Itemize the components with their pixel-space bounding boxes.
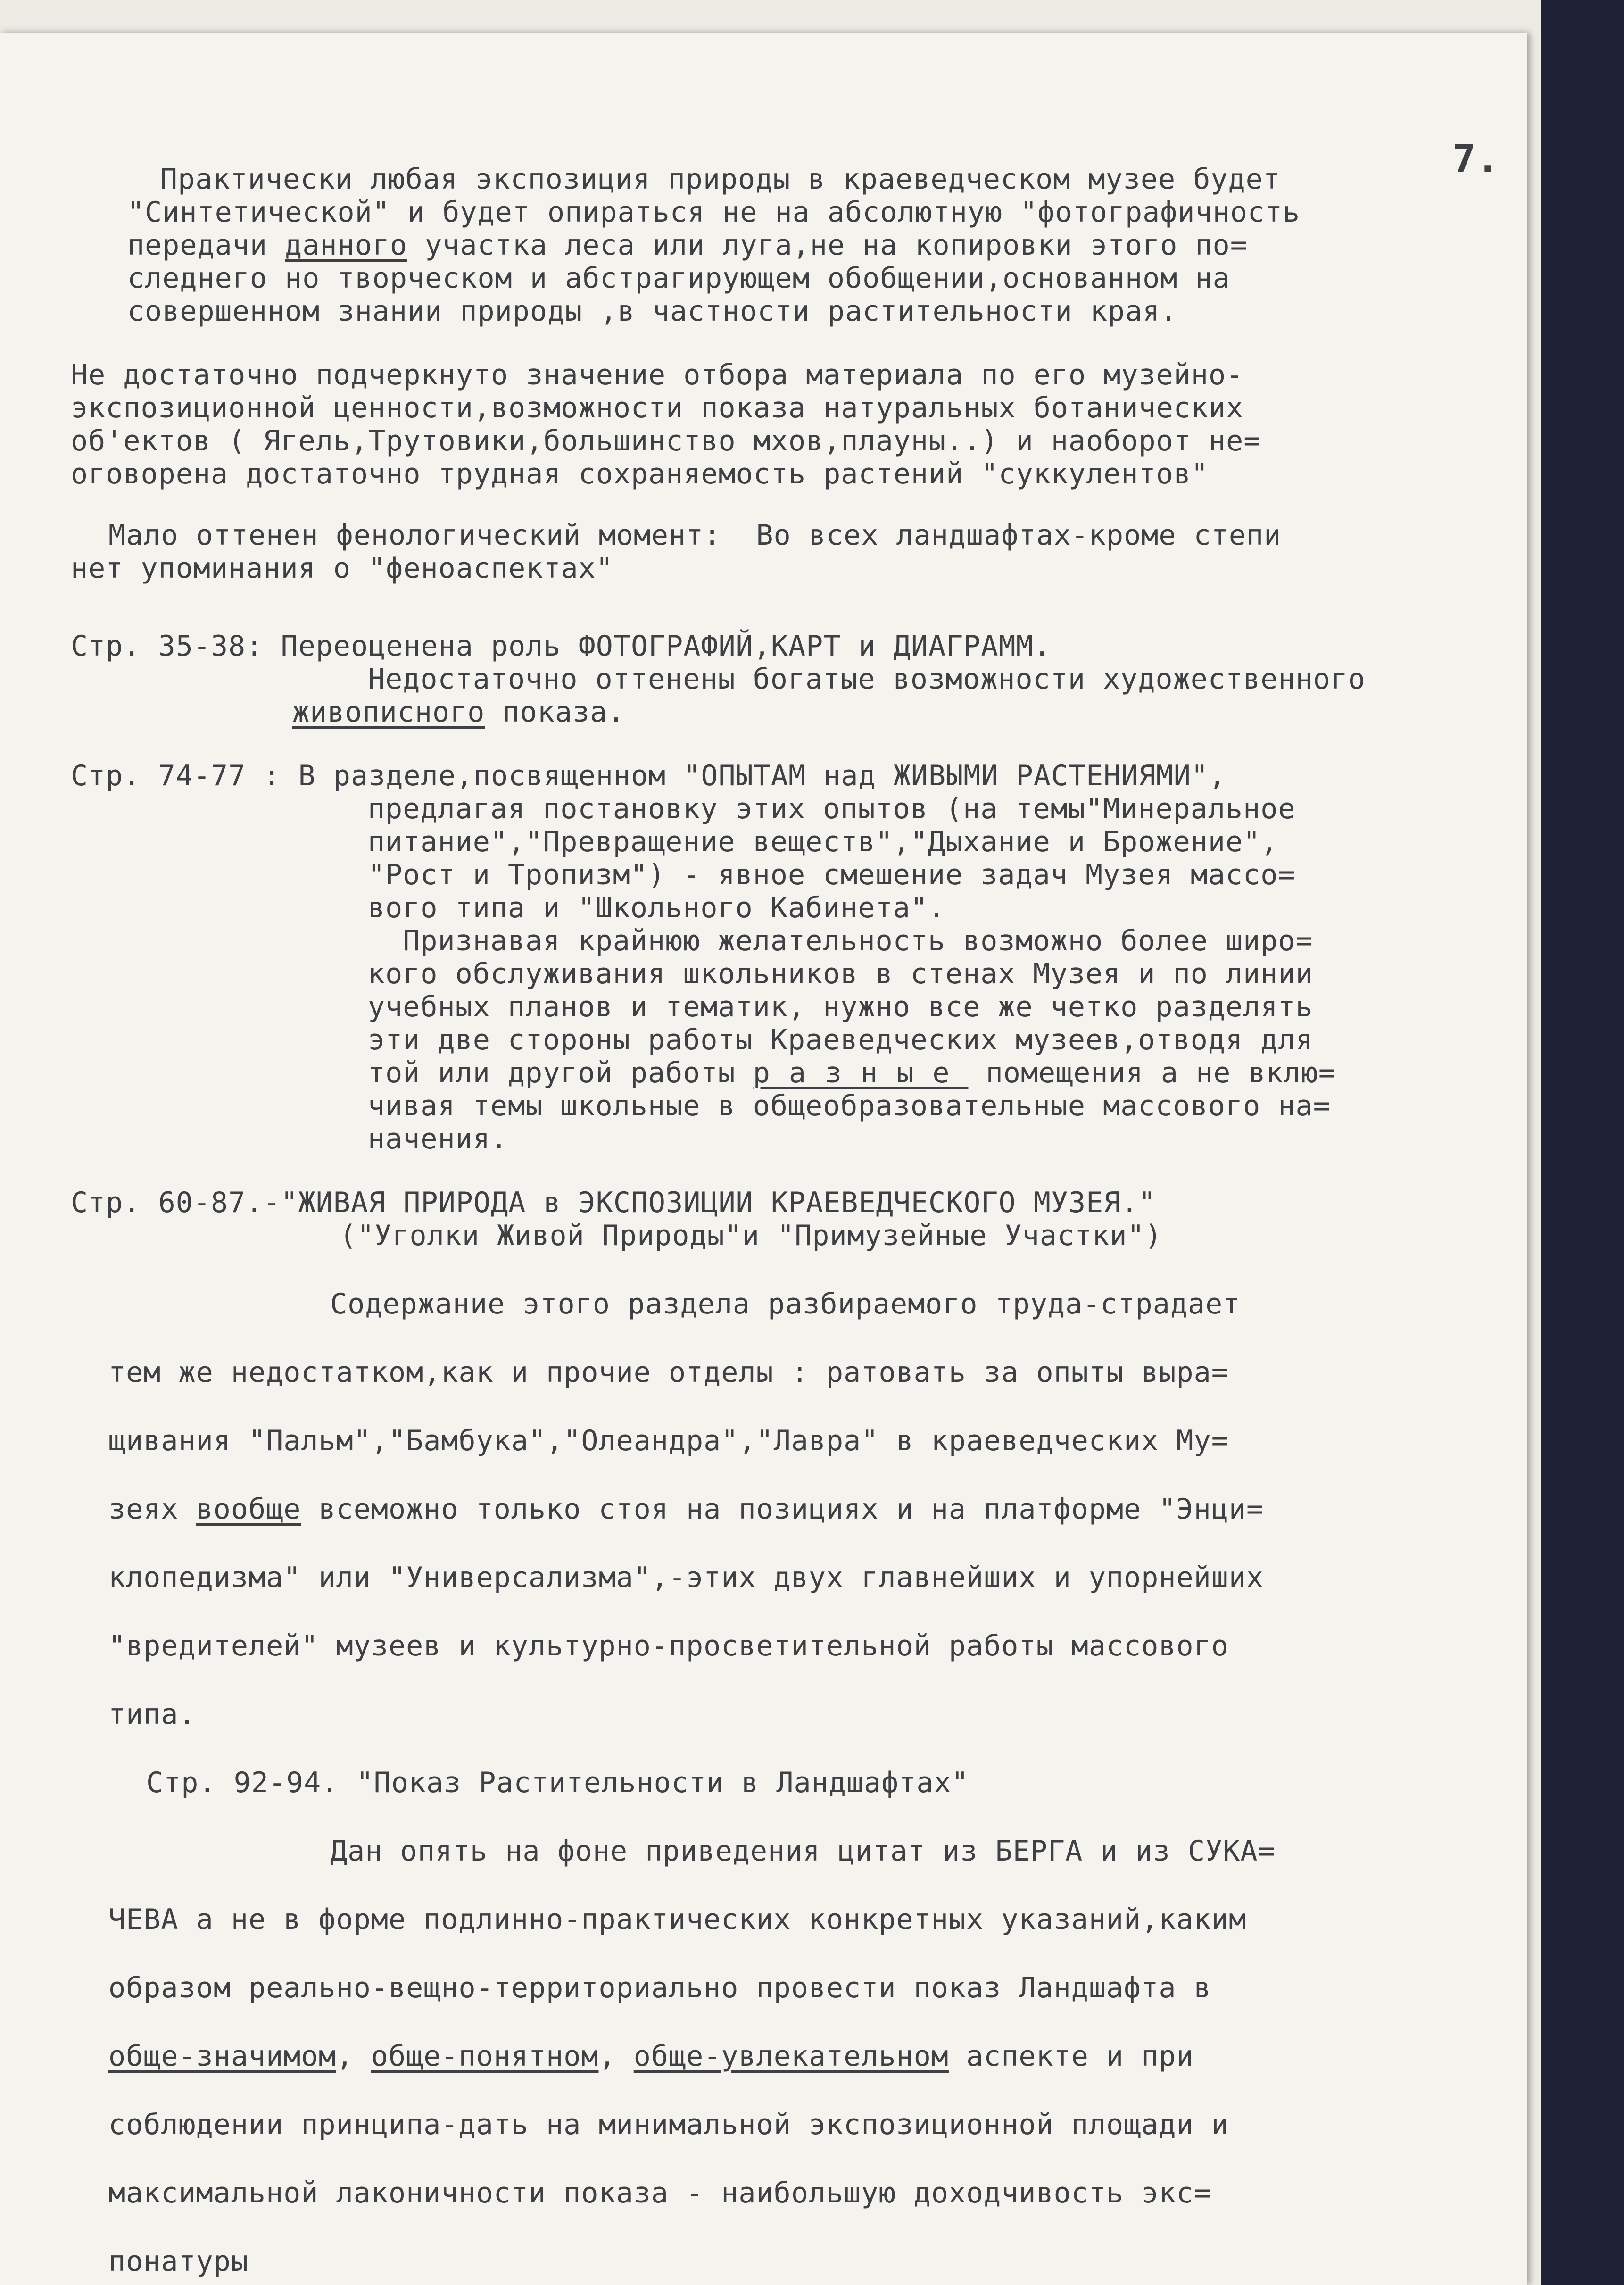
text-line <box>71 552 613 585</box>
text-segment: Практически любая экспозиция природы в краеведческом музее будет <box>160 163 1281 196</box>
text-line <box>71 759 1226 792</box>
text-segment: ("Уголки Живой Природы"и "Примузейные Участки") <box>340 1219 1162 1252</box>
text-line <box>108 1493 1264 1526</box>
text-segment: тем же недостатком,как и прочие отделы : ратовать за опыты выра= <box>108 1356 1229 1389</box>
underlined-word: обще-понятном <box>371 2040 599 2073</box>
text-line <box>108 519 1281 552</box>
text-segment: аспекте и при <box>948 2040 1194 2073</box>
text-line <box>71 1186 1156 1219</box>
text-segment: максимальной лаконичности показа - наибольшую доходчивость экс= <box>108 2177 1211 2210</box>
text-segment: питание","Превращение веществ","Дыхание и Брожение", <box>368 825 1278 858</box>
text-line <box>330 1288 1240 1321</box>
text-segment: помещения а не вклю= <box>968 1056 1336 1089</box>
text-line <box>108 2040 1194 2073</box>
text-line <box>71 424 1261 457</box>
text-line <box>71 358 1243 391</box>
text-segment: "Рост и Тропизм") - явное смешение задач Музея массо= <box>368 858 1296 891</box>
text-segment: начения. <box>368 1122 508 1155</box>
text-line <box>127 229 1248 262</box>
text-line <box>108 1561 1264 1594</box>
text-segment: соблюдении принципа-дать на минимальной экспозиционной площади и <box>108 2108 1229 2141</box>
text-segment: показа. <box>485 696 625 729</box>
text-segment: образом реально-вещно-территориально провести показ Ландшафта в <box>108 1971 1211 2004</box>
text-line <box>108 2177 1211 2210</box>
text-segment: совершенном знании природы ,в частности растительности края. <box>127 295 1178 328</box>
underlined-word: разные <box>753 1056 969 1089</box>
text-line <box>71 391 1243 424</box>
text-segment: Дан опять на фоне приведения цитат из БЕРГА и из СУКА= <box>330 1835 1276 1868</box>
underlined-word: обще-увлекательном <box>633 2040 949 2073</box>
text-segment: эти две стороны работы Краеведческих музеев,отводя для <box>368 1023 1313 1056</box>
text-line <box>368 663 1366 696</box>
text-segment: Стр. 60-87.-"ЖИВАЯ ПРИРОДА в ЭКСПОЗИЦИИ КРАЕВЕДЧЕСКОГО МУЗЕЯ." <box>71 1186 1156 1219</box>
text-segment: "Синтетической" и будет опираться не на абсолютную "фотографичность <box>127 196 1301 229</box>
text-segment: экспозиционной ценности,возможности показа натуральных ботанических <box>71 391 1244 424</box>
text-line <box>108 1424 1229 1457</box>
text-segment: типа. <box>108 1698 196 1731</box>
text-segment: кого обслуживания школьников в стенах Музея и по линии <box>368 957 1313 990</box>
text-line <box>340 1219 1162 1252</box>
text-line <box>127 196 1300 229</box>
text-segment: участка леса или луга,не на копировки этого по= <box>407 229 1248 262</box>
page-number: 7. <box>1452 137 1500 182</box>
text-line <box>368 891 945 924</box>
text-segment: Содержание этого раздела разбираемого труда-страдает <box>330 1288 1241 1321</box>
text-line <box>127 295 1177 328</box>
text-segment: той или другой работы <box>368 1056 753 1089</box>
text-line <box>71 457 1209 490</box>
text-segment: , <box>598 2040 634 2073</box>
text-line <box>127 262 1230 295</box>
text-segment: нет упоминания о "феноаспектах" <box>71 552 613 585</box>
text-line <box>108 2245 249 2278</box>
text-line <box>71 630 1051 663</box>
text-line <box>108 1698 196 1731</box>
text-segment: следнего но творческом и абстрагирующем обобщении,основанном на <box>127 262 1230 295</box>
text-line <box>368 1023 1313 1056</box>
text-line <box>292 696 625 729</box>
text-line <box>146 1766 969 1799</box>
text-segment: учебных планов и тематик, нужно все же четко разделять <box>368 990 1313 1023</box>
text-line <box>108 1903 1246 1936</box>
text-line <box>368 1089 1331 1122</box>
text-line <box>368 990 1313 1023</box>
text-segment: , <box>336 2040 371 2073</box>
text-segment: клопедизма" или "Универсализма",-этих двух главнейших и упорнейших <box>108 1561 1264 1594</box>
text-segment: понатуры <box>108 2245 249 2278</box>
text-segment: Не достаточно подчеркнуто значение отбора материала по его музейно- <box>71 358 1244 391</box>
text-segment: "вредителей" музеев и культурно-просветительной работы массового <box>108 1629 1229 1662</box>
text-segment: об'ектов ( Ягель,Трутовики,большинство мхов,плауны..) и наоборот не= <box>71 424 1261 457</box>
text-line <box>108 2108 1229 2141</box>
underlined-word: данного <box>285 229 407 262</box>
text-line <box>108 1629 1229 1662</box>
text-line <box>108 1356 1229 1389</box>
text-line <box>160 163 1281 196</box>
underlined-word: вообще <box>196 1493 301 1526</box>
text-segment: зеях <box>108 1493 196 1526</box>
text-line <box>108 1971 1211 2004</box>
text-segment: чивая темы школьные в общеобразовательные массового на= <box>368 1089 1331 1122</box>
text-segment: Мало оттенен фенологический момент: Во всех ландшафтах-кроме степи <box>108 519 1282 552</box>
text-line <box>368 858 1296 891</box>
text-segment: всеможно только стоя на позициях и на платформе "Энци= <box>301 1493 1264 1526</box>
text-segment: Стр. 35-38: Переоценена роль ФОТОГРАФИЙ,КАРТ и ДИАГРАММ. <box>71 630 1051 663</box>
text-line <box>368 1122 508 1155</box>
text-segment: щивания "Пальм","Бамбука","Олеандра","Лавра" в краеведческих Му= <box>108 1424 1229 1457</box>
text-segment: Стр. 74-77 : В разделе,посвященном "ОПЫТАМ над ЖИВЫМИ РАСТЕНИЯМИ", <box>71 759 1226 792</box>
underlined-word: обще-значимом <box>108 2040 336 2073</box>
text-line <box>368 825 1278 858</box>
text-segment: передачи <box>127 229 285 262</box>
text-segment: Недостаточно оттенены богатые возможности художественного <box>368 663 1366 696</box>
text-segment: ЧЕВА а не в форме подлинно-практических конкретных указаний,каким <box>108 1903 1246 1936</box>
text-segment: Признавая крайнюю желательность возможно более широ= <box>368 924 1313 957</box>
text-line <box>368 924 1313 957</box>
text-line <box>368 957 1313 990</box>
text-segment: оговорена достаточно трудная сохраняемость растений "суккулентов" <box>71 457 1209 490</box>
text-segment: вого типа и "Школьного Кабинета". <box>368 891 946 924</box>
text-segment: предлагая постановку этих опытов (на темы"Минеральное <box>368 792 1296 825</box>
text-line <box>368 1056 1336 1089</box>
typewritten-page <box>0 33 1527 2285</box>
underlined-word: живописного <box>292 696 485 729</box>
text-segment: Стр. 92-94. "Показ Растительности в Ландшафтах" <box>146 1766 969 1799</box>
text-line <box>368 792 1296 825</box>
text-line <box>330 1835 1276 1868</box>
